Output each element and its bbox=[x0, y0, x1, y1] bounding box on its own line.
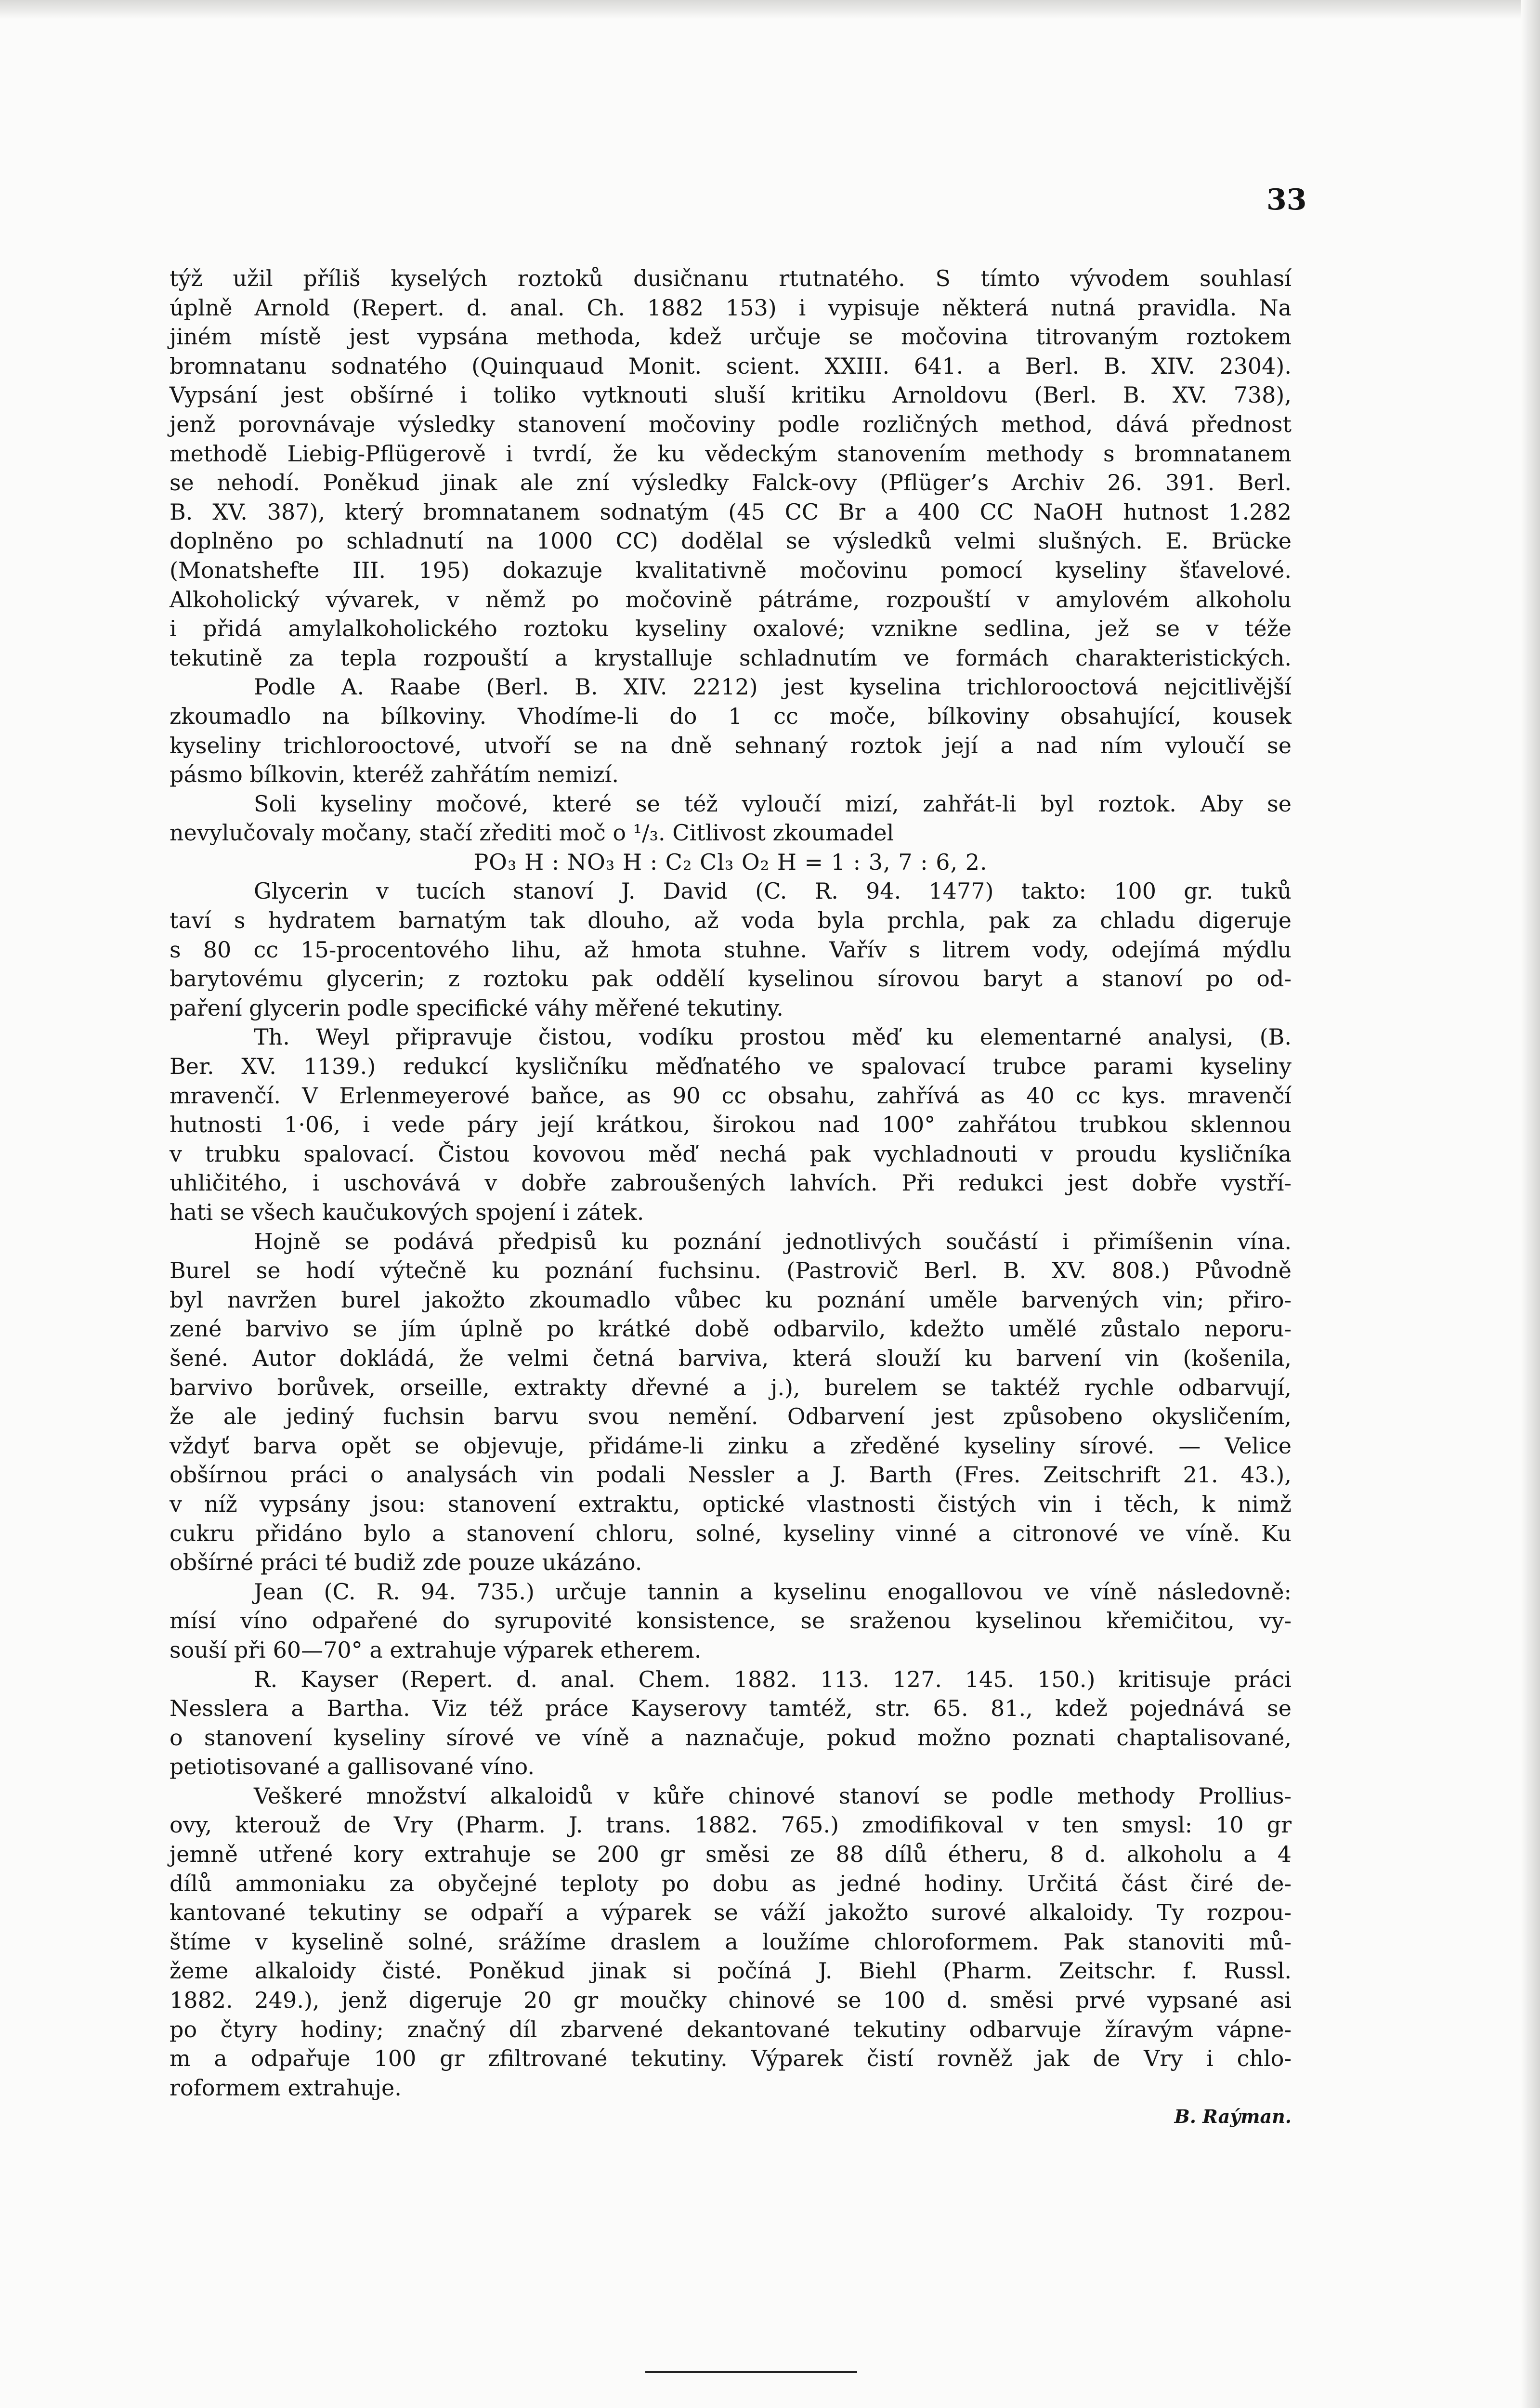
paragraph-glycerin bbox=[170, 877, 1292, 1022]
page-number: 33 bbox=[1266, 183, 1307, 217]
scan-shadow bbox=[0, 0, 1540, 19]
text-line: kyseliny trichlorooctové, utvoří se na dně sehnaný roztok její a nad ním vyloučí se bbox=[170, 732, 1292, 759]
binding-shadow bbox=[1521, 0, 1540, 2408]
text-line: týž užil příliš kyselých roztoků dusičnanu rtutnatého. S tímto vývodem souhlasí bbox=[170, 265, 1292, 291]
text-line: šené. Autor dokládá, že velmi četná barviva, která slouží ku barvení vin (košenila, bbox=[170, 1345, 1292, 1371]
text-line: hati se všech kaučukových spojení i zátek. bbox=[170, 1199, 644, 1225]
text-line: byl navržen burel jakožto zkoumadlo vůbec ku poznání uměle barvených vin; přiro- bbox=[170, 1286, 1292, 1313]
text-line: zkoumadlo na bílkoviny. Vhodíme-li do 1 cc moče, bílkoviny obsahující, kousek bbox=[170, 703, 1292, 729]
text-line: pásmo bílkovin, kteréž zahřátím nemizí. bbox=[170, 761, 619, 788]
paragraph-kayser bbox=[170, 1665, 1292, 1781]
text-line: Th. Weyl připravuje čistou, vodíku prostou měď ku elementarné analysi, (B. bbox=[254, 1024, 1292, 1050]
text-line: Jean (C. R. 94. 735.) určuje tannin a kyselinu enogallovou ve víně následovně: bbox=[254, 1578, 1292, 1605]
text-line: Podle A. Raabe (Berl. B. XIV. 2212) jest kyselina trichlorooctová nejcitlivější bbox=[254, 674, 1292, 700]
text-line: jenž porovnávaje výsledky stanovení močoviny podle rozličných method, dává přednost bbox=[170, 411, 1292, 437]
text-line: Vypsání jest obšírné i toliko vytknouti sluší kritiku Arnoldovu (Berl. B. XV. 738), bbox=[170, 382, 1292, 408]
paragraph-weyl bbox=[170, 1022, 1292, 1227]
text-line: zené barvivo se jím úplně po krátké době odbarvilo, kdežto umělé zůstalo neporu- bbox=[170, 1316, 1292, 1342]
text-line: uhličitého, i uschovává v dobře zabroušených lahvích. Při redukci jest dobře vystří- bbox=[170, 1170, 1292, 1196]
text-line: obšírné práci té budiž zde pouze ukázáno. bbox=[170, 1549, 642, 1576]
text-line: hutnosti 1·06, i vede páry její krátkou, širokou nad 100° zahřátou trubkou sklennou bbox=[170, 1112, 1292, 1138]
text-line: v níž vypsány jsou: stanovení extraktu, optické vlastnosti čistých vin i těch, k nimž bbox=[170, 1491, 1292, 1517]
text-line: Hojně se podává předpisů ku poznání jednotlivých součástí i přimíšenin vína. bbox=[254, 1228, 1292, 1255]
page-body bbox=[170, 264, 1292, 2132]
text-line: Veškeré množství alkaloidů v kůře chinové stanoví se podle methody Prollius- bbox=[254, 1782, 1292, 1809]
text-line: barvivo borůvek, orseille, extrakty dřevné a j.), burelem se taktéž rychle odbarvují, bbox=[170, 1374, 1292, 1400]
text-line: m a odpařuje 100 gr zfiltrované tekutiny. Výparek čistí rovněž jak de Vry i chlo- bbox=[170, 2045, 1292, 2072]
text-line: Alkoholický vývarek, v němž po močovině pátráme, rozpouští v amylovém alkoholu bbox=[170, 586, 1292, 613]
text-line: Ber. XV. 1139.) redukcí kysličníku měďnatého ve spalovací trubce parami kyseliny bbox=[170, 1053, 1292, 1080]
text-line: doplněno po schladnutí na 1000 CC) dodělal se výsledků velmi slušných. E. Brücke bbox=[170, 528, 1292, 554]
text-line: roformem extrahuje. bbox=[170, 2074, 402, 2101]
paragraph-urea bbox=[170, 264, 1292, 672]
text-line: žeme alkaloidy čisté. Poněkud jinak si počíná J. Biehl (Pharm. Zeitschr. f. Russl. bbox=[170, 1958, 1292, 1984]
text-line: úplně Arnold (Repert. d. anal. Ch. 1882 153) i vypisuje některá nutná pravidla. Na bbox=[170, 294, 1292, 321]
text-line: v trubku spalovací. Čistou kovovou měď nechá pak vychladnouti v proudu kysličníka bbox=[170, 1140, 1292, 1167]
text-line: (Monatshefte III. 195) dokazuje kvalitativně močovinu pomocí kyseliny šťavelové. bbox=[170, 557, 1292, 583]
text-line: mísí víno odpařené do syrupovité konsistence, se sraženou kyselinou křemičitou, vy- bbox=[170, 1608, 1292, 1634]
text-line: jiném místě jest vypsána methoda, kdež určuje se močovina titrovaným roztokem bbox=[170, 324, 1292, 350]
text-line: Burel se hodí výtečně ku poznání fuchsinu. (Pastrovič Berl. B. XV. 808.) Původně bbox=[170, 1257, 1292, 1284]
text-line: štíme v kyselině solné, srážíme draslem a loužíme chloroformem. Pak stanoviti mů- bbox=[170, 1928, 1292, 1955]
text-line: kantované tekutiny se odpaří a výparek se váží jakožto surové alkaloidy. Ty rozpou- bbox=[170, 1899, 1292, 1926]
text-line: B. XV. 387), který bromnatanem sodnatým (45 CC Br a 400 CC NaOH hutnost 1.282 bbox=[170, 498, 1292, 525]
text-line: o stanovení kyseliny sírové ve víně a naznačuje, pokud možno poznati chaptalisované, bbox=[170, 1724, 1292, 1751]
text-line: se nehodí. Poněkud jinak ale zní výsledky Falck-ovy (Pflüger’s Archiv 26. 391. Berl. bbox=[170, 470, 1292, 496]
paragraph-jean bbox=[170, 1577, 1292, 1665]
text-line: Soli kyseliny močové, které se též vyloučí mizí, zahřát-li byl roztok. Aby se bbox=[254, 790, 1292, 817]
text-line: souší při 60—70° a extrahuje výparek etherem. bbox=[170, 1636, 702, 1663]
text-line: petiotisované a gallisované víno. bbox=[170, 1754, 535, 1780]
signature: B. Raýman. bbox=[1174, 2106, 1292, 2128]
paragraph-raabe bbox=[170, 672, 1292, 789]
text-line: Nesslera a Bartha. Viz též práce Kayserovy tamtéž, str. 65. 81., kdež pojednává se bbox=[170, 1695, 1292, 1722]
text-line: 1882. 249.), jenž digeruje 20 gr moučky chinové se 100 d. směsi prvé vypsané asi bbox=[170, 1987, 1292, 2014]
text-line: R. Kayser (Repert. d. anal. Chem. 1882. 113. 127. 145. 150.) kritisuje práci bbox=[254, 1666, 1292, 1692]
text-line: po čtyry hodiny; značný díl zbarvené dekantované tekutiny odbarvuje žíravým vápne- bbox=[170, 2016, 1292, 2042]
text-line: bromnatanu sodnatého (Quinquaud Monit. scient. XXIII. 641. a Berl. B. XIV. 2304). bbox=[170, 353, 1292, 379]
text-line: methodě Liebig-Pflügerově i tvrdí, že ku vědeckým stanovením methody s bromnatanem bbox=[170, 440, 1292, 467]
text-line: vždyť barva opět se objevuje, přidáme-li zinku a zředěné kyseliny sírové. — Velice bbox=[170, 1432, 1292, 1459]
text-line: i přidá amylalkoholického roztoku kyseliny oxalové; vznikne sedlina, jež se v téže bbox=[170, 615, 1292, 642]
text-line: jemně utřené kory extrahuje se 200 gr směsi ze 88 dílů étheru, 8 d. alkoholu a 4 bbox=[170, 1841, 1292, 1868]
text-line: paření glycerin podle specifické váhy měřené tekutiny. bbox=[170, 995, 783, 1021]
text-line: mravenčí. V Erlenmeyerové baňce, as 90 cc obsahu, zahřívá as 40 cc kys. mravenčí bbox=[170, 1082, 1292, 1109]
text-line: taví s hydratem barnatým tak dlouho, až voda byla prchla, pak za chladu digeruje bbox=[170, 907, 1292, 934]
section-divider bbox=[645, 2371, 857, 2373]
text-line: nevylučovaly močany, stačí zřediti moč o ¹/₃. Citlivost zkoumadel bbox=[170, 820, 894, 846]
paragraph-alkaloids bbox=[170, 1781, 1292, 2103]
paragraph-wine bbox=[170, 1227, 1292, 1577]
text-line: cukru přidáno bylo a stanovení chloru, solné, kyseliny vinné a citronové ve víně. Ku bbox=[170, 1520, 1292, 1546]
formula-line: PO₃ H : NO₃ H : C₂ Cl₃ O₂ H = 1 : 3, 7 : 6, 2. bbox=[473, 849, 988, 875]
text-line: barytovému glycerin; z roztoku pak oddělí kyselinou sírovou baryt a stanoví po od- bbox=[170, 966, 1292, 992]
text-line: s 80 cc 15-procentového lihu, až hmota stuhne. Vařív s litrem vody, odejímá mýdlu bbox=[170, 936, 1292, 963]
paragraph-uric-salts bbox=[170, 789, 1292, 877]
text-line: že ale jediný fuchsin barvu svou nemění. Odbarvení jest způsobeno okysličením, bbox=[170, 1403, 1292, 1430]
text-line: obšírnou práci o analysách vin podali Nessler a J. Barth (Fres. Zeitschrift 21. 43.), bbox=[170, 1462, 1292, 1488]
text-line: ovy, kterouž de Vry (Pharm. J. trans. 1882. 765.) zmodifikoval v ten smysl: 10 gr bbox=[170, 1812, 1292, 1838]
text-line: dílů ammoniaku za obyčejné teploty po dobu as jedné hodiny. Určitá část čiré de- bbox=[170, 1870, 1292, 1897]
text-line: Glycerin v tucích stanoví J. David (C. R. 94. 1477) takto: 100 gr. tuků bbox=[254, 878, 1292, 904]
text-line: tekutině za tepla rozpouští a krystalluje schladnutím ve formách charakteristických. bbox=[170, 644, 1292, 671]
